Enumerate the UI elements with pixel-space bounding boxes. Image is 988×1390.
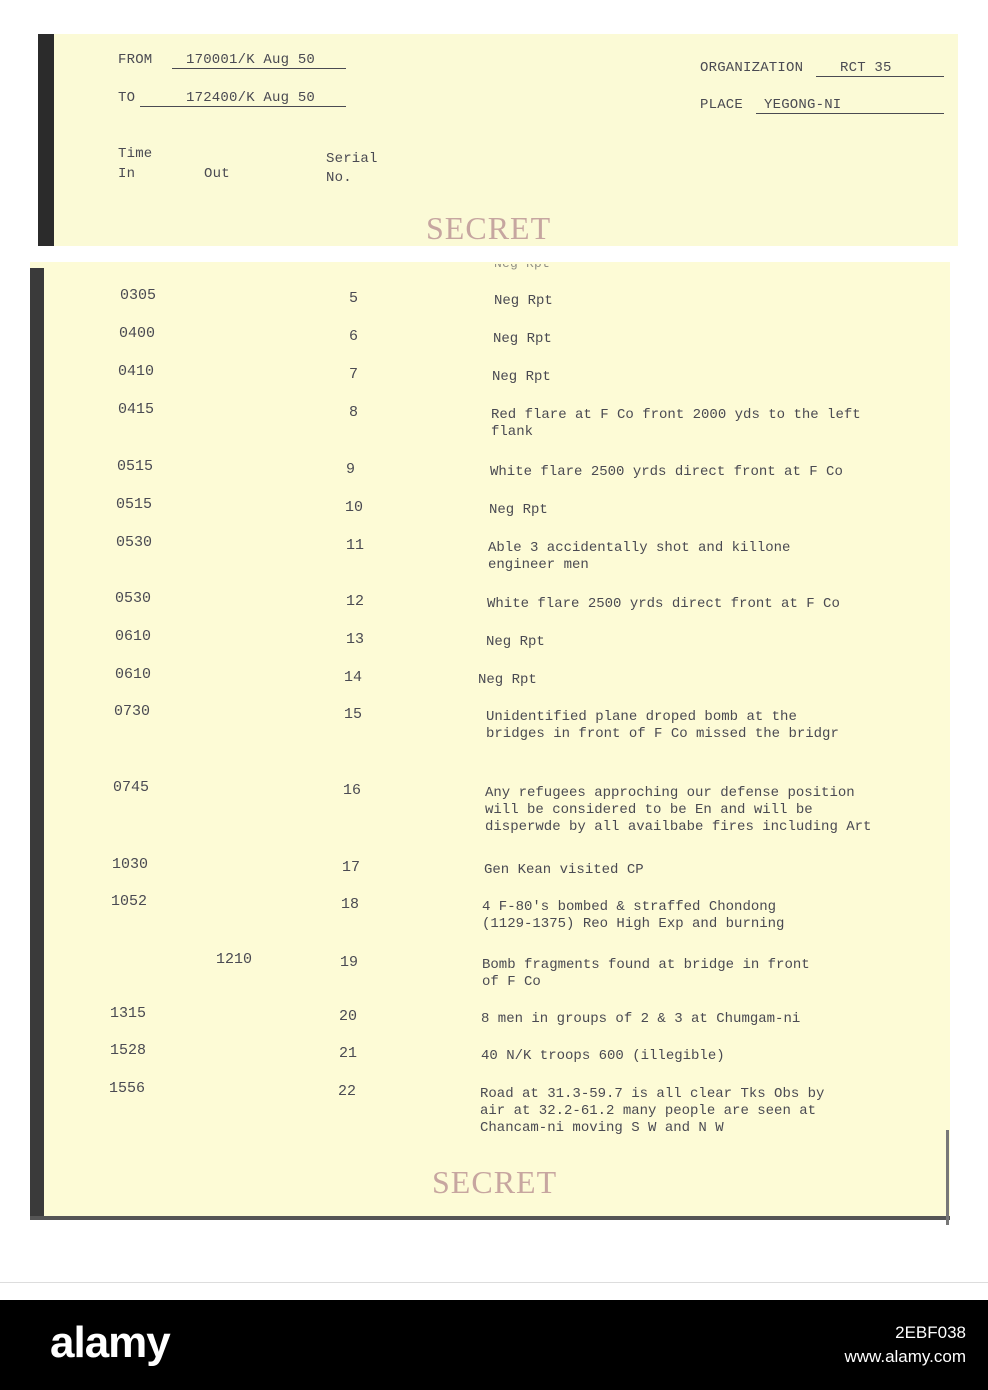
from-label: FROM: [118, 52, 153, 68]
sheet-edge-shadow: [30, 268, 44, 1220]
entry-description: White flare 2500 yrds direct front at F Co: [487, 596, 840, 612]
entry-description: Any refugees approching our defense position will be considered to be En and will be disperwde by all availbabe fires including Art: [485, 785, 872, 835]
entry-description: Neg Rpt: [494, 293, 553, 309]
entry-time-in: 0415: [118, 401, 155, 418]
entry-serial-number: 22: [338, 1083, 357, 1100]
entry-time-in: 1052: [111, 893, 148, 910]
place-label: PLACE: [700, 97, 744, 113]
to-label: TO: [118, 90, 136, 106]
organization-label: ORGANIZATION: [700, 60, 804, 76]
entry-description: Red flare at F Co front 2000 yds to the left flank: [491, 407, 861, 440]
to-value: 172400/K Aug 50: [140, 90, 346, 107]
entry-time-in: 1315: [110, 1005, 147, 1022]
column-header-serial: Serial: [326, 151, 378, 167]
site-url: www.alamy.com: [844, 1347, 966, 1366]
entry-time-in: 0305: [120, 287, 157, 304]
image-id: 2EBF038: [895, 1323, 966, 1342]
entry-time-in: 0730: [114, 703, 151, 720]
entry-time-in: 0515: [117, 458, 154, 475]
entry-serial-number: 7: [349, 366, 359, 383]
entry-time-in: 1030: [112, 856, 149, 873]
entry-serial-number: 15: [344, 706, 363, 723]
sheet-bottom-edge: [30, 1216, 950, 1220]
entry-description: White flare 2500 yrds direct front at F Co: [490, 464, 843, 480]
column-header-in: In: [118, 166, 136, 182]
entry-serial-number: 21: [339, 1045, 358, 1062]
entry-serial-number: 20: [339, 1008, 358, 1025]
entry-description: Bomb fragments found at bridge in front of F Co: [482, 957, 810, 990]
entry-description: Gen Kean visited CP: [484, 862, 644, 878]
secret-stamp-bottom: SECRET: [432, 1164, 558, 1200]
entry-serial-number: 13: [346, 631, 365, 648]
entry-description: Neg Rpt: [478, 672, 537, 688]
column-header-no: No.: [326, 170, 352, 186]
entry-time-in: 0530: [116, 534, 153, 551]
entry-description: Neg Rpt: [492, 369, 551, 385]
partial-entry-text: [494, 256, 550, 272]
entry-time-in: 0400: [119, 325, 156, 342]
entry-description: 40 N/K troops 600 (illegible): [481, 1048, 725, 1064]
entry-time-in: 0530: [115, 590, 152, 607]
entry-description: Able 3 accidentally shot and killone engineer men: [488, 540, 791, 573]
from-value: 170001/K Aug 50: [172, 52, 346, 69]
alamy-logo: alamy: [50, 1318, 170, 1367]
entry-serial-number: 8: [349, 404, 359, 421]
entry-description: Road at 31.3-59.7 is all clear Tks Obs by air at 32.2-61.2 many people are seen at Chancam-ni moving S W and N W: [480, 1086, 825, 1136]
entry-description: 4 F-80's bombed & straffed Chondong (1129-1375) Reo High Exp and burning: [482, 899, 785, 932]
entry-time-out: 1210: [216, 951, 253, 968]
entry-serial-number: 10: [345, 499, 364, 516]
entry-serial-number: 16: [343, 782, 362, 799]
divider: [0, 1282, 988, 1283]
entry-time-in: 1528: [110, 1042, 147, 1059]
entry-time-in: 0610: [115, 666, 152, 683]
sheet-edge-shadow: [38, 34, 54, 246]
entry-time-in: 0745: [113, 779, 150, 796]
entry-description: Neg Rpt: [489, 502, 548, 518]
entry-serial-number: 17: [342, 859, 361, 876]
entry-time-in: 0410: [118, 363, 155, 380]
entry-time-in: 0610: [115, 628, 152, 645]
column-header-time: Time: [118, 146, 153, 162]
entry-serial-number: 18: [341, 896, 360, 913]
entry-time-in: 1556: [109, 1080, 146, 1097]
place-value: YEGONG-NI: [756, 97, 944, 114]
secret-stamp-top: SECRET: [426, 210, 552, 246]
entry-serial-number: 5: [349, 290, 359, 307]
entry-serial-number: 9: [346, 461, 356, 478]
entry-description: 8 men in groups of 2 & 3 at Chumgam-ni: [481, 1011, 801, 1027]
entry-description: Neg Rpt: [486, 634, 545, 650]
organization-value: RCT 35: [816, 60, 944, 77]
entry-serial-number: 14: [344, 669, 363, 686]
sheet-right-edge: [946, 1130, 949, 1225]
entry-description: Neg Rpt: [493, 331, 552, 347]
column-header-out: Out: [204, 166, 230, 182]
entry-serial-number: 19: [340, 954, 359, 971]
entry-serial-number: 6: [349, 328, 359, 345]
entry-serial-number: 12: [346, 593, 365, 610]
entry-description: Unidentified plane droped bomb at the bridges in front of F Co missed the bridgr: [486, 709, 839, 742]
entry-serial-number: 11: [346, 537, 365, 554]
entry-time-in: 0515: [116, 496, 153, 513]
